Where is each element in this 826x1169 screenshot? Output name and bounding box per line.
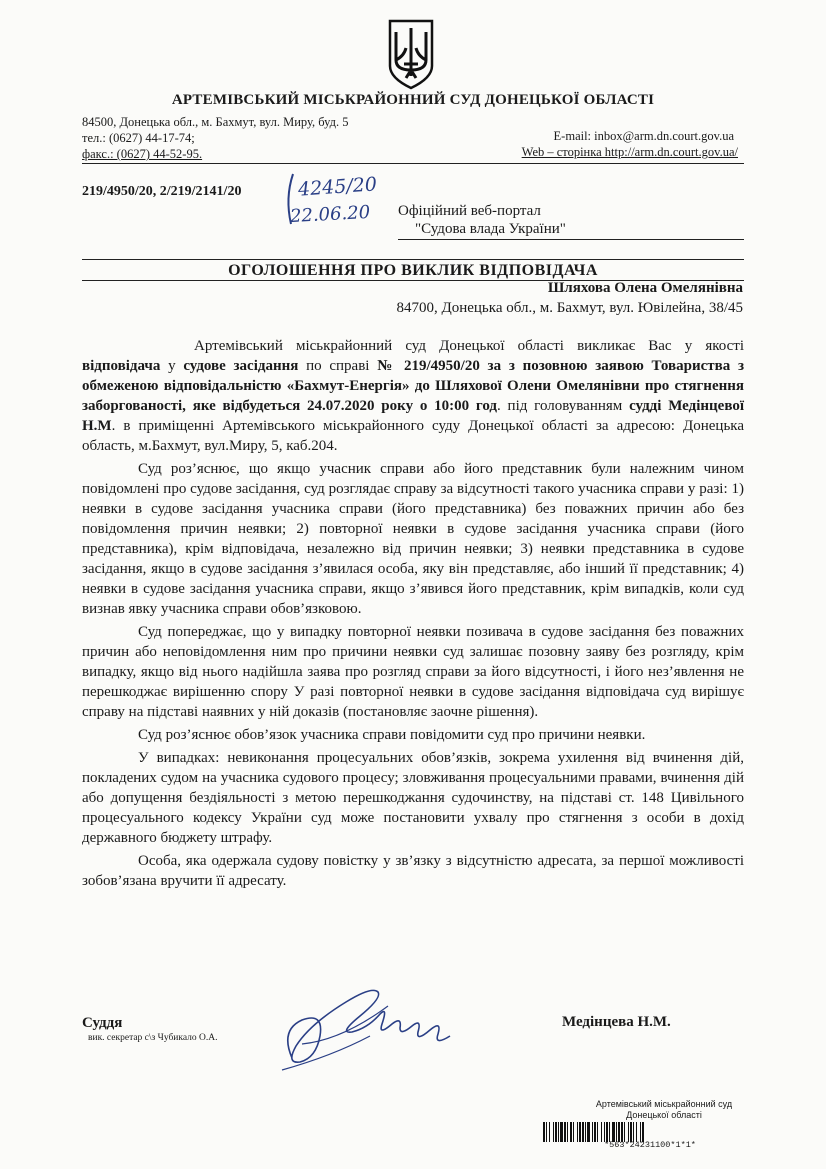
barcode-stamp-court: Артемівський міськрайонний суд bbox=[595, 1099, 733, 1109]
body-paragraph-absence: Суд роз’яснює, що якщо учасник справи або його представник були належним чином повідомлені про судове засідання, суд розглядає справу за відсутності такого учасника справи у разі: 1) неявки в судове засідання учасника справи (його представника) без поважних причин або без повідомлення причин неявки; 2) повторної неявки в судове засідання учасника справи (його представника), крім відповідача, незалежно від причин неявки; 3) неявки представника в судове засідання, якщо в судове засідання з’явилася особа, яку він представляє, або інший її представник; 4) неявки в судове засідання учасника справи, якщо з’явився його представник, крім випадків, коли суд визнав явку учасника справи обов’язковою. bbox=[82, 461, 744, 617]
court-name: АРТЕМІВСЬКИЙ МІСЬКРАЙОННИЙ СУД ДОНЕЦЬКОЇ ОБЛАСТІ bbox=[171, 92, 655, 108]
body-paragraph-delivery: Особа, яка одержала судову повістку у зв’язку з відсутністю адресата, за першої можливості зобов’язана вручити її адресату. bbox=[82, 853, 744, 889]
respondent-name: Шляхова Олена Омелянівна bbox=[547, 280, 743, 296]
recipient-underline bbox=[398, 239, 744, 240]
barcode-stamp-region: Донецької області bbox=[626, 1110, 702, 1120]
announcement-body bbox=[82, 336, 744, 891]
court-phone: тел.: (0627) 44-17-74; bbox=[82, 131, 195, 145]
header-divider bbox=[82, 163, 744, 164]
handwritten-registration-number: 4245/20 bbox=[297, 173, 378, 201]
signature-icon bbox=[262, 966, 462, 1078]
body-paragraph-penalty: У випадках: невиконання процесуальних обов’язків, зокрема ухилення від вчинення дій, покладених судом на учасника судового процесу; зловживання процесуальними правами, вчинення дій або допущення бездіяльності з метою перешкоджання судочинству, на підставі ст. 148 Цивільного процесуального кодексу України суд може постановити ухвалу про стягнення з особи в дохід державного бюджету штрафу. bbox=[82, 750, 744, 846]
case-numbers: 219/4950/20, 2/219/2141/20 bbox=[82, 184, 242, 199]
judge-label: Суддя bbox=[82, 1015, 123, 1031]
recipient-line-1: Офіційний веб-портал bbox=[398, 203, 541, 219]
handwritten-registration-date: 22.06.20 bbox=[289, 201, 371, 228]
court-web-link[interactable]: Web – сторінка http://arm.dn.court.gov.ua/ bbox=[521, 145, 738, 159]
secretary-name: вик. секретар с\з Чубикало О.А. bbox=[88, 1033, 218, 1043]
court-fax: факс.: (0627) 44-52-95. bbox=[82, 147, 203, 161]
body-paragraph-obligation: Суд роз’яснює обов’язок учасника справи повідомити суд про причини неявки. bbox=[138, 727, 646, 743]
recipient-line-2: "Судова влада України" bbox=[415, 221, 566, 237]
judge-name: Медінцева Н.М. bbox=[562, 1014, 671, 1030]
body-paragraph-summons: Артемівський міськрайонний суд Донецької області викликає Вас у якості відповідача у судове засідання по справі № 219/4950/20 за з позовною заявою Товариства з обмеженою відповідальністю «Бахмут-Енергія» до Шляхової Олени Омелянівни про стягнення заборгованості, яке відбудеться 24.07.2020 року о 10:00 год. під головуванням судді Медінцевої Н.М. в приміщенні Артемівського міськрайонного суду Донецької області за адресою: Донецька область, м.Бахмут, вул.Миру, 5, каб.204. bbox=[82, 338, 745, 454]
respondent-address: 84700, Донецька обл., м. Бахмут, вул. Ювілейна, 38/45 bbox=[396, 300, 743, 316]
trident-emblem-icon bbox=[386, 18, 436, 90]
announcement-title: ОГОЛОШЕННЯ ПРО ВИКЛИК ВІДПОВІДАЧА bbox=[228, 262, 598, 279]
title-divider bbox=[82, 259, 744, 260]
barcode-number: *563*24231100*1*1* bbox=[604, 1140, 696, 1150]
body-paragraph-warning: Суд попереджає, що у випадку повторної неявки позивача в судове засідання без поважних причин або неповідомлення ним про причини неявки суд залишає позовну заяву без розгляду, крім випадку, якщо від нього надійшла заява про розгляд справи за його відсутності, і його нез’явлення не перешкоджає вирішенню спору У разі повторної неявки в судове засідання відповідача суд вирішує справу на підставі наявних у ній доказів (постановляє заочне рішення). bbox=[82, 624, 744, 720]
court-email: E-mail: inbox@arm.dn.court.gov.ua bbox=[553, 129, 734, 143]
barcode-icon bbox=[543, 1122, 742, 1142]
court-address: 84500, Донецька обл., м. Бахмут, вул. Миру, буд. 5 bbox=[82, 115, 349, 129]
